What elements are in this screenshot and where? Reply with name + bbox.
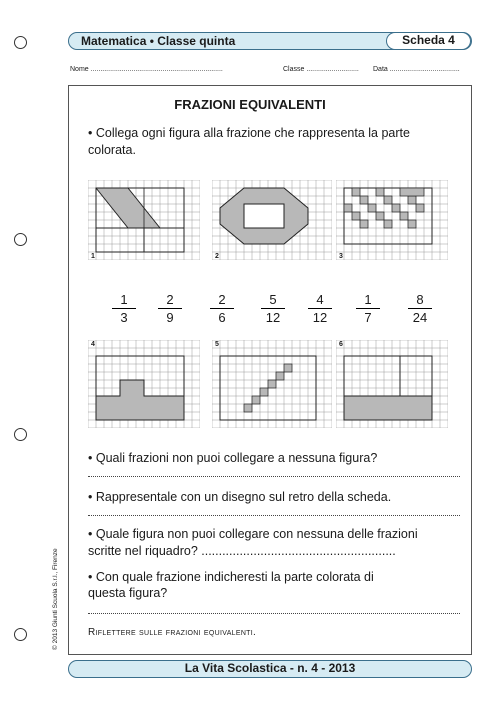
shaded-cell — [368, 204, 376, 212]
sheet-badge: Scheda 4 — [386, 32, 471, 50]
fraction-7[interactable] — [405, 292, 435, 325]
shaded-cell — [416, 204, 424, 212]
binder-hole-3 — [14, 428, 27, 441]
question-4-line-1: • Con quale frazione indicheresti la parte colorata di — [88, 570, 374, 584]
shaded-cell — [400, 212, 408, 220]
fraction-3-num: 2 — [218, 292, 226, 307]
fraction-4-den: 12 — [265, 310, 281, 325]
header-bar — [68, 32, 472, 50]
binder-hole-2 — [14, 233, 27, 246]
fraction-1-den: 3 — [120, 310, 128, 325]
shaded-region — [344, 396, 432, 420]
footer-bar: La Vita Scolastica - n. 4 - 2013 — [68, 660, 472, 678]
reflection-note: Riflettere sulle frazioni equivalenti. — [88, 627, 257, 638]
question-3-line-1: • Quale figura non puoi collegare con nessuna delle frazioni — [88, 527, 418, 541]
shaded-cell — [284, 364, 292, 372]
shaded-cell — [344, 204, 352, 212]
binder-hole-4 — [14, 628, 27, 641]
nome-field[interactable]: Nome .................................................................... — [70, 66, 223, 73]
question-4-line-2: questa figura? — [88, 586, 168, 600]
shaded-cell — [360, 196, 368, 204]
figure-label-1: 1 — [91, 253, 95, 260]
shaded-cell — [360, 220, 368, 228]
figure-3 — [336, 180, 448, 260]
copyright: © 2013 Giunti Scuola S.r.l., Firenze — [52, 548, 59, 650]
figure-label-6: 6 — [339, 341, 343, 348]
binder-hole-1 — [14, 36, 27, 49]
figure-label-3: 3 — [339, 253, 343, 260]
shaded-cell — [400, 188, 424, 196]
fraction-4-num: 5 — [269, 292, 277, 307]
figure-label-5: 5 — [215, 341, 219, 348]
fraction-6-num: 1 — [364, 292, 372, 307]
shaded-cell — [408, 196, 416, 204]
fraction-6[interactable] — [353, 292, 383, 325]
shaded-cell — [252, 396, 260, 404]
fraction-7-num: 8 — [416, 292, 424, 307]
figure-label-4: 4 — [91, 341, 95, 348]
shaded-cell — [384, 220, 392, 228]
figure-1 — [88, 180, 200, 260]
fraction-3-den: 6 — [218, 310, 226, 325]
fraction-1-num: 1 — [120, 292, 128, 307]
fraction-4[interactable] — [258, 292, 288, 325]
page-title: FRAZIONI EQUIVALENTI — [174, 97, 326, 112]
answer-line-2[interactable] — [88, 515, 460, 516]
fraction-2[interactable] — [155, 292, 185, 325]
figure-label-2: 2 — [215, 253, 219, 260]
shaded-region — [96, 380, 184, 420]
classe-field[interactable]: Classe ........................... — [283, 66, 359, 73]
answer-line-4[interactable] — [88, 613, 460, 614]
question-3-line-2[interactable]: scritte nel riquadro? ........................................................ — [88, 544, 396, 558]
fraction-7-den: 24 — [412, 310, 428, 325]
shaded-cell — [376, 188, 384, 196]
fraction-2-num: 2 — [166, 292, 174, 307]
fraction-5-den: 12 — [312, 310, 328, 325]
shaded-cell — [276, 372, 284, 380]
fraction-2-den: 9 — [166, 310, 174, 325]
header-title: Matematica • Classe quinta — [81, 34, 236, 48]
fraction-3[interactable] — [207, 292, 237, 325]
figure-5 — [212, 340, 332, 428]
figure-2 — [212, 180, 332, 260]
shaded-region — [96, 188, 160, 228]
shaded-cell — [352, 212, 360, 220]
data-field[interactable]: Data .................................... — [373, 66, 460, 73]
shaded-cell — [244, 404, 252, 412]
shaded-cell — [392, 204, 400, 212]
instruction: • Collega ogni figura alla frazione che rappresenta la parte colorata. — [88, 126, 410, 157]
shaded-cell — [376, 212, 384, 220]
fraction-5-num: 4 — [316, 292, 324, 307]
fraction-1[interactable] — [109, 292, 139, 325]
answer-line-1[interactable] — [88, 476, 460, 477]
shaded-cell — [260, 388, 268, 396]
fraction-6-den: 7 — [364, 310, 372, 325]
fraction-5[interactable] — [305, 292, 335, 325]
shaded-cell — [408, 220, 416, 228]
shaded-cell — [352, 188, 360, 196]
question-1: • Quali frazioni non puoi collegare a nessuna figura? — [88, 451, 378, 465]
shaded-cell — [268, 380, 276, 388]
inner-hole — [244, 204, 284, 228]
question-2: • Rappresentale con un disegno sul retro della scheda. — [88, 490, 392, 504]
figure-4 — [88, 340, 200, 428]
figure-6 — [336, 340, 448, 428]
shaded-cell — [384, 196, 392, 204]
